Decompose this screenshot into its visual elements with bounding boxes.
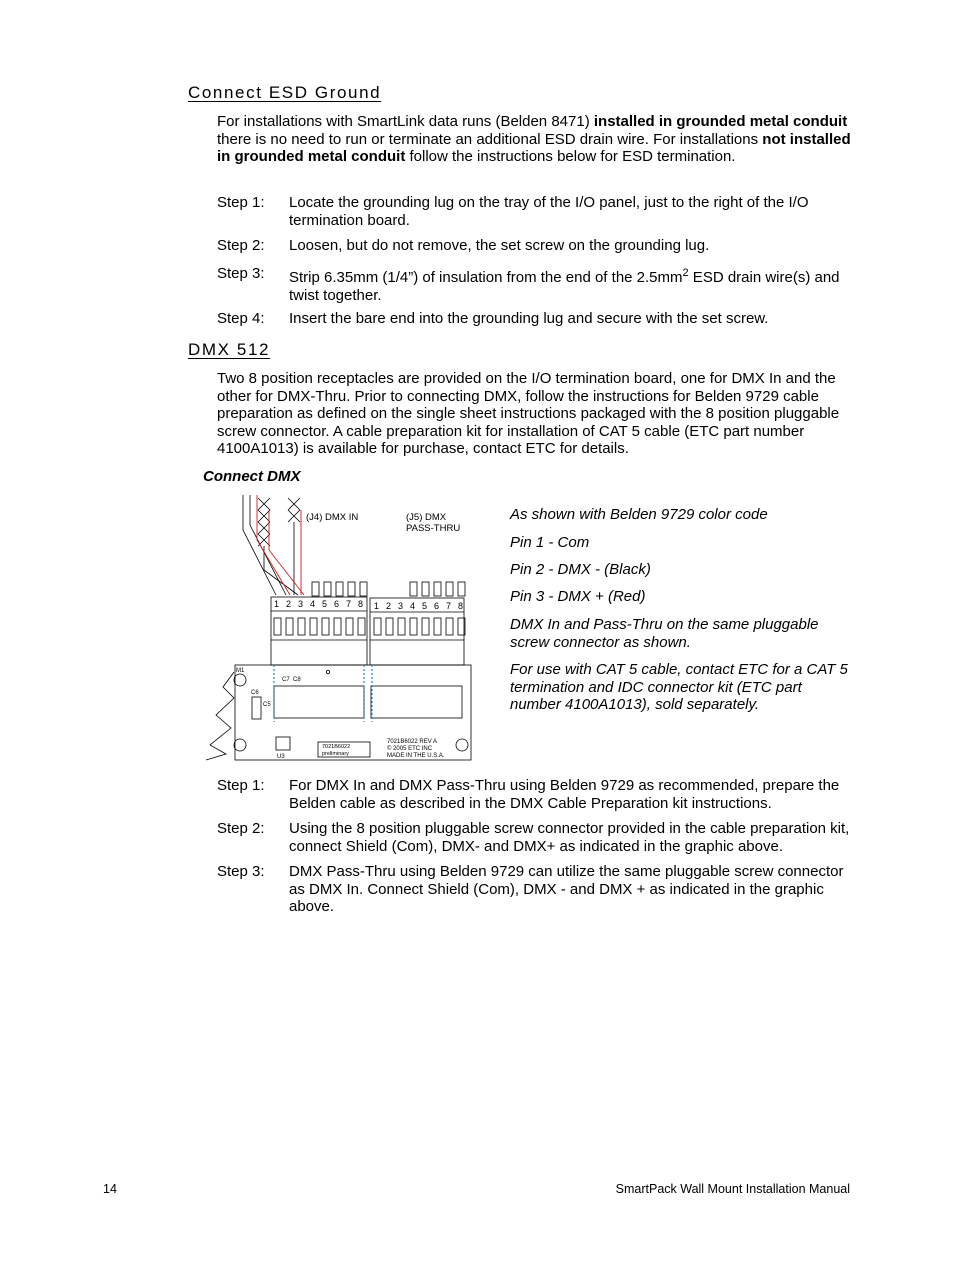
- red-wires: [257, 495, 304, 595]
- termination-board: [235, 665, 471, 760]
- cable-twist-left: [258, 498, 270, 546]
- svg-text:6: 6: [434, 601, 440, 611]
- svg-text:7: 7: [446, 601, 452, 611]
- dmx-intro: Two 8 position receptacles are provided on the I/O termination board, one for DMX In and the other for DMX-Thru. Prior to connecting DMX, follow the instructions for Belden 9729 cable preparation as defined on the single sheet instructions packaged with the 8 position pluggable screw connector. A cable preparation kit for installation of CAT 5 cable (ETC part number 4100A1013) is available for purchase, contact ETC for details.: [217, 370, 840, 457]
- caption-pin-3: Pin 3 - DMX + (Red): [510, 588, 646, 605]
- rev-text: 7021B6022 REV A: [387, 739, 438, 745]
- esd-intro: For installations with SmartLink data runs (Belden 8471) installed in grounded metal conduit there is no need to run or terminate an additional ESD drain wire. For installations not installed in grounded metal conduit follow the instructions below for ESD termination.: [217, 113, 851, 165]
- j4-label: (J4) DMX IN: [306, 512, 359, 523]
- dmx-wiring-diagram: [198, 490, 480, 765]
- c7-label: C7: [282, 677, 290, 683]
- part-number-text: 7021B6022: [322, 744, 351, 750]
- page-number: 14: [103, 1182, 117, 1196]
- u3-label: U3: [277, 754, 285, 760]
- caption-cat5: For use with CAT 5 cable, contact ETC for a CAT 5 termination and IDC connector kit (ETC part number 4100A1013), sold separately.: [510, 661, 848, 713]
- svg-text:7: 7: [346, 599, 352, 609]
- dmx-heading: DMX 512: [188, 340, 271, 359]
- mounting-hole: [456, 739, 468, 751]
- caption-pin-2: Pin 2 - DMX - (Black): [510, 561, 651, 578]
- svg-text:4: 4: [410, 601, 416, 611]
- svg-text:3: 3: [298, 599, 304, 609]
- svg-text:6: 6: [334, 599, 340, 609]
- svg-text:4: 4: [310, 599, 316, 609]
- svg-text:2: 2: [386, 601, 392, 611]
- mounting-hole: [234, 674, 246, 686]
- copyright-text: © 2005 ETC INC: [387, 746, 433, 752]
- caption-pin-1: Pin 1 - Com: [510, 534, 590, 551]
- j5-pin-windows: [374, 618, 465, 635]
- svg-text:1: 1: [274, 599, 280, 609]
- svg-text:5: 5: [422, 601, 428, 611]
- j5-tabs: [410, 582, 465, 596]
- caption-color-code: As shown with Belden 9729 color code: [510, 506, 768, 523]
- caption-same-connector: DMX In and Pass-Thru on the same pluggable screw connector as shown.: [510, 616, 819, 651]
- j4-tabs: [312, 582, 367, 596]
- c8-label: C8: [293, 677, 301, 683]
- m1-label: M1: [236, 668, 245, 674]
- mounting-hole: [234, 739, 246, 751]
- j5-label-1: (J5) DMX: [406, 512, 447, 523]
- svg-text:2: 2: [286, 599, 292, 609]
- svg-text:5: 5: [322, 599, 328, 609]
- connect-dmx-subheading: Connect DMX: [203, 468, 301, 485]
- svg-text:1: 1: [374, 601, 380, 611]
- esd-heading: Connect ESD Ground: [188, 83, 382, 102]
- j4-pin-numbers: [274, 599, 363, 609]
- c6-label: C6: [251, 690, 259, 696]
- j5-pin-numbers: [374, 601, 463, 611]
- c5-label: C5: [263, 702, 271, 708]
- j5-header: [371, 686, 462, 718]
- ground-wire: [206, 672, 234, 760]
- manual-title: SmartPack Wall Mount Installation Manual: [615, 1182, 850, 1196]
- svg-text:8: 8: [358, 599, 364, 609]
- svg-text:8: 8: [458, 601, 464, 611]
- j5-label-2: PASS-THRU: [406, 523, 461, 534]
- j4-pin-windows: [274, 618, 365, 635]
- header-markers: [274, 665, 372, 722]
- svg-text:3: 3: [398, 601, 404, 611]
- j4-header: [274, 686, 364, 718]
- made-in-text: MADE IN THE U.S.A.: [387, 753, 445, 759]
- cable-twist-right: [288, 498, 300, 522]
- preliminary-text: preliminary: [322, 751, 349, 757]
